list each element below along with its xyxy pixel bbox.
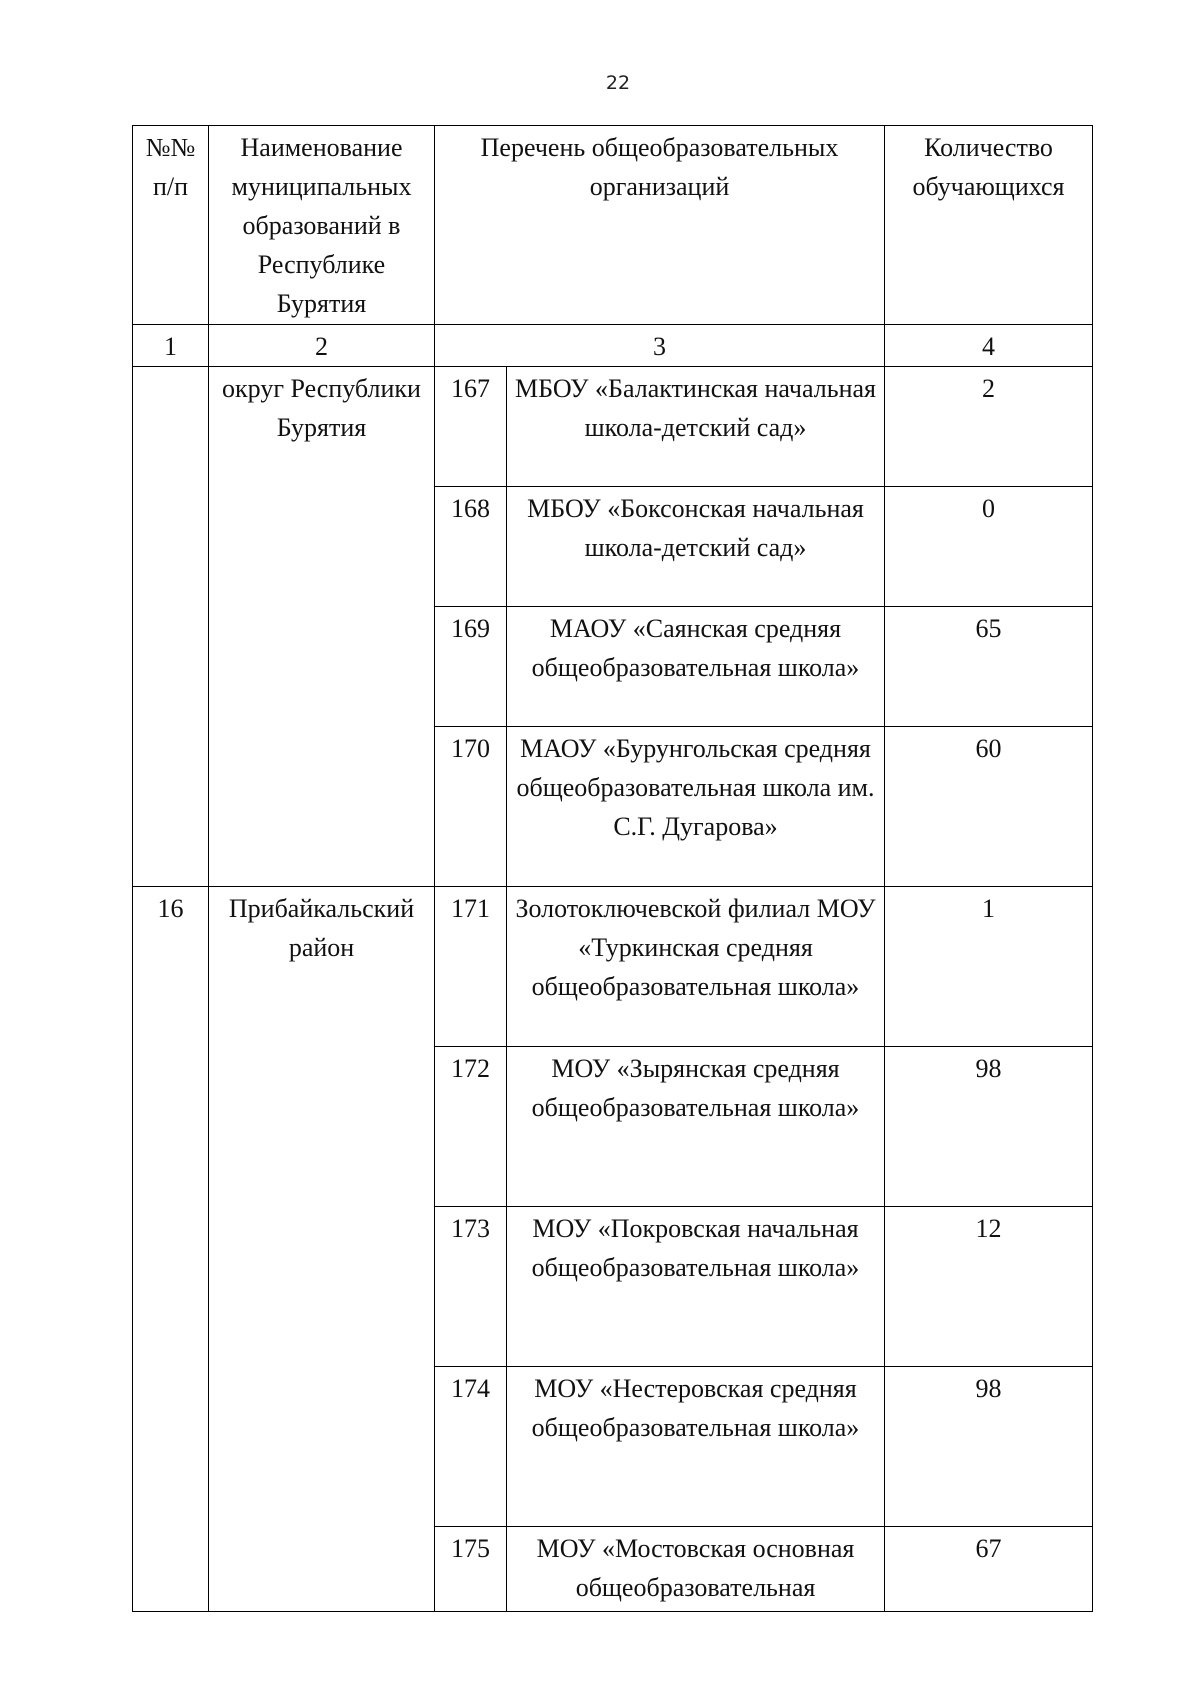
municipality-name: Прибайкальский район (209, 887, 435, 1612)
header-row (133, 126, 1093, 325)
group-number (133, 367, 209, 887)
schools-table (132, 125, 1093, 1612)
student-count: 60 (885, 727, 1093, 887)
student-count: 1 (885, 887, 1093, 1047)
school-id: 167 (435, 367, 507, 487)
school-name: МАОУ «Бурунгольская средняя общеобразовательная школа им. С.Г. Дугарова» (507, 727, 885, 887)
school-name: МАОУ «Саянская средняя общеобразовательная школа» (507, 607, 885, 727)
student-count: 2 (885, 367, 1093, 487)
student-count: 67 (885, 1527, 1093, 1612)
school-name: МОУ «Мостовская основная общеобразовательная (507, 1527, 885, 1612)
school-name: Золотоключевской филиал МОУ «Туркинская средняя общеобразовательная школа» (507, 887, 885, 1047)
student-count: 65 (885, 607, 1093, 727)
student-count: 98 (885, 1367, 1093, 1527)
column-index: 1 (133, 325, 209, 367)
header-col-municipality: Наименование муниципальных образований в Республике Бурятия (209, 126, 435, 325)
school-id: 168 (435, 487, 507, 607)
column-index: 4 (885, 325, 1093, 367)
school-name: МОУ «Нестеровская средняя общеобразовательная школа» (507, 1367, 885, 1527)
column-index-row (133, 325, 1093, 367)
header-col-students: Количество обучающихся (885, 126, 1093, 325)
school-name: МОУ «Зырянская средняя общеобразовательная школа» (507, 1047, 885, 1207)
school-id: 169 (435, 607, 507, 727)
table-row (133, 367, 1093, 487)
student-count: 0 (885, 487, 1093, 607)
school-id: 174 (435, 1367, 507, 1527)
school-id: 171 (435, 887, 507, 1047)
page-number: 22 (605, 72, 631, 94)
school-name: МОУ «Покровская начальная общеобразовательная школа» (507, 1207, 885, 1367)
header-col-organizations: Перечень общеобразовательных организаций (435, 126, 885, 325)
school-name: МБОУ «Боксонская начальная школа-детский сад» (507, 487, 885, 607)
table-row (133, 887, 1093, 1047)
header-col-number: №№ п/п (133, 126, 209, 325)
municipality-name: округ Республики Бурятия (209, 367, 435, 887)
group-number: 16 (133, 887, 209, 1612)
student-count: 98 (885, 1047, 1093, 1207)
school-name: МБОУ «Балактинская начальная школа-детский сад» (507, 367, 885, 487)
school-id: 173 (435, 1207, 507, 1367)
school-id: 175 (435, 1527, 507, 1612)
column-index: 2 (209, 325, 435, 367)
school-id: 170 (435, 727, 507, 887)
school-id: 172 (435, 1047, 507, 1207)
student-count: 12 (885, 1207, 1093, 1367)
column-index: 3 (435, 325, 885, 367)
